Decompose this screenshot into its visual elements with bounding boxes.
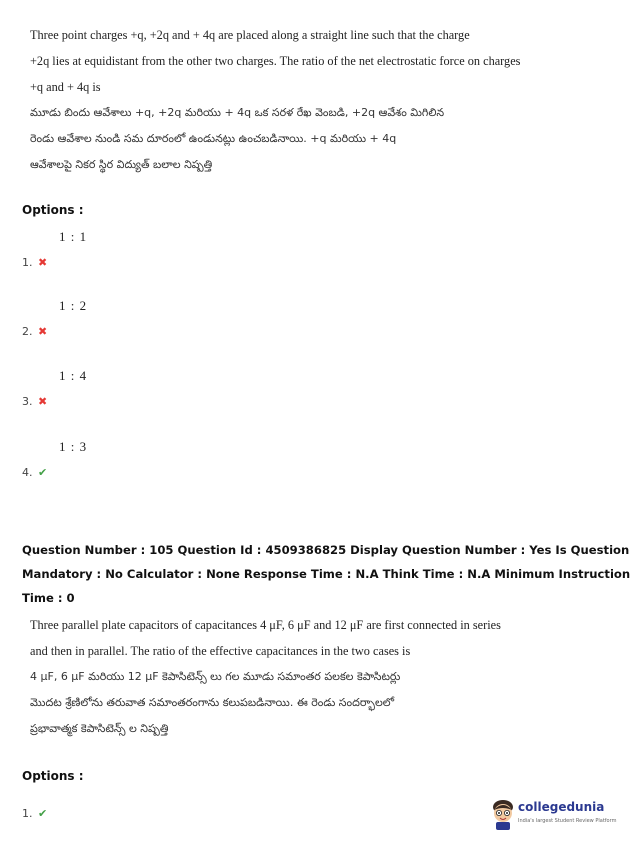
option-number: 4. [22,466,33,479]
option-2[interactable] [22,298,222,338]
option-value: 1 : 2 [59,298,88,313]
question-line-telugu: రెండు ఆవేశాల నుండి సమ దూరంలో ఉండునట్లు ఉంచబడినాయి. +q మరియు + 4q [30,132,397,145]
collegedunia-logo [490,798,617,834]
option-value: 1 : 3 [59,439,88,454]
logo-brand: collegedunia [518,800,605,814]
option-number: 2. [22,325,33,338]
question-2-text [30,612,501,742]
cross-icon: ✖ [38,256,48,269]
question-line: and then in parallel. The ratio of the effective capacitances in the two cases is [30,644,411,658]
mascot-icon [490,798,516,830]
logo-tagline: India's largest Student Review Platform [518,818,617,824]
meta-line: Mandatory : No Calculator : None Response Time : N.A Think Time : N.A Minimum Instruction [22,567,630,581]
check-icon: ✔ [38,807,48,820]
options-label: Options : [22,769,84,783]
option-4[interactable] [22,439,222,479]
option-number: 1. [22,807,33,820]
question-line: Three point charges +q, +2q and + 4q are placed along a straight line such that the charge [30,28,470,42]
cross-icon: ✖ [38,395,48,408]
check-icon: ✔ [38,466,48,479]
option-number: 3. [22,395,33,408]
option-number: 1. [22,256,33,269]
question-1-text [30,22,521,178]
question-line-telugu: ప్రభావాత్మక కెపాసిటెన్స్ ల నిష్పత్తి [30,722,169,735]
option-1[interactable] [22,780,222,820]
question-meta [22,538,630,610]
option-value: 1 : 1 [59,229,88,244]
option-3[interactable] [22,368,222,408]
question-line: +2q lies at equidistant from the other two charges. The ratio of the net electrostatic force on charges [30,54,521,68]
options-label: Options : [22,203,84,217]
question-line-telugu: 4 μF, 6 μF మరియు 12 μF కెపాసిటెన్స్ లు గల మూడు సమాంతర పలకల కెపాసిటర్లు [30,670,401,683]
meta-line: Question Number : 105 Question Id : 4509386825 Display Question Number : Yes Is Question [22,543,630,557]
option-1[interactable] [22,229,222,269]
question-line-telugu: ఆవేశాలపై నికర స్థిర విద్యుత్ బలాల నిష్పత్తి [30,158,213,171]
meta-line: Time : 0 [22,591,75,605]
cross-icon: ✖ [38,325,48,338]
question-line-telugu: మొదట శ్రేణిలోను తరువాత సమాంతరంగాను కలుపబడినాయి. ఈ రెండు సందర్భాలలో [30,696,395,709]
option-value: 1 : 4 [59,368,88,383]
question-line-telugu: మూడు బిందు ఆవేశాలు +q, +2q మరియు + 4q ఒక సరళ రేఖ వెంబడి, +2q ఆవేశం మిగిలిన [30,106,445,119]
question-line: Three parallel plate capacitors of capacitances 4 μF, 6 μF and 12 μF are first connected in series [30,618,501,632]
question-line: +q and + 4q is [30,80,101,94]
